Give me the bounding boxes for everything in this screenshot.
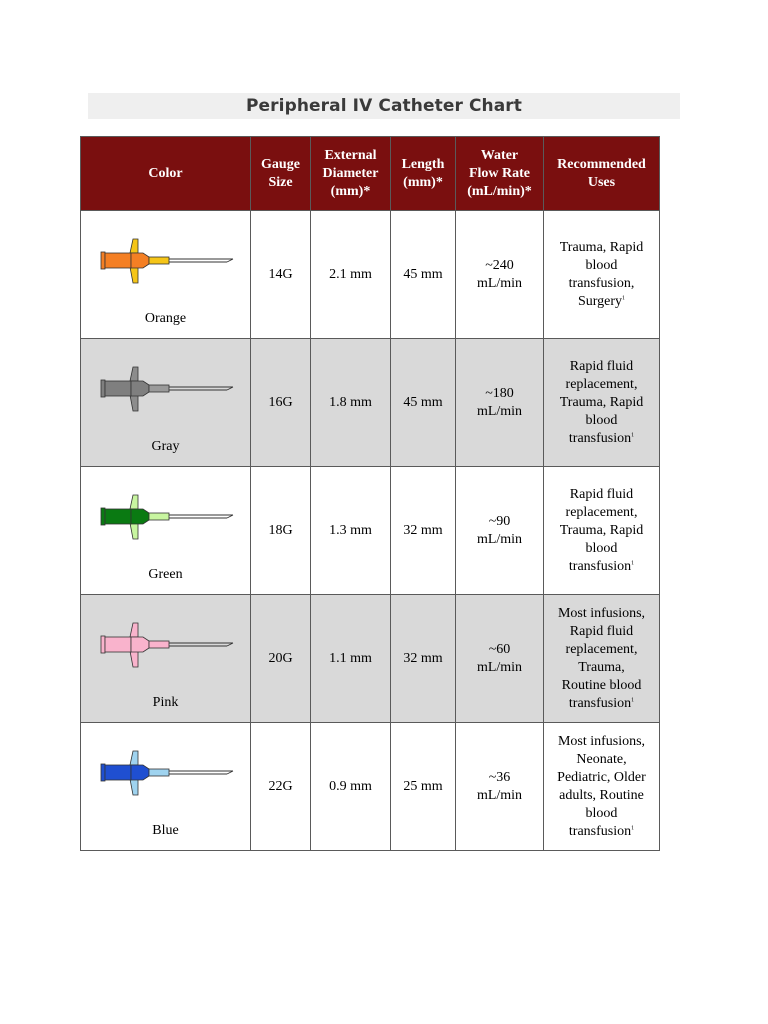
catheter-cap	[101, 380, 105, 397]
header-gauge-line: Gauge	[261, 156, 300, 172]
catheter-needle	[227, 643, 233, 646]
flow-unit: mL/min	[476, 531, 523, 547]
length-cell: 32 mm	[391, 467, 456, 595]
catheter-tip	[149, 769, 169, 776]
catheter-cap	[101, 636, 105, 653]
diameter-cell: 2.1 mm	[311, 211, 391, 339]
catheter-cap	[101, 252, 105, 269]
header-flow	[456, 137, 544, 211]
catheter-table	[80, 136, 660, 851]
table-row	[81, 467, 660, 595]
catheter-tip	[149, 385, 169, 392]
catheter-icon	[99, 237, 235, 289]
catheter-cap	[101, 508, 105, 525]
header-length	[391, 137, 456, 211]
catheter-wing-top	[130, 751, 138, 765]
catheter-wing-top	[130, 239, 138, 253]
footnote-marker: 1	[631, 431, 635, 438]
diameter-cell: 1.1 mm	[311, 595, 391, 723]
catheter-wing-bottom	[130, 651, 138, 667]
catheter-icon	[99, 365, 235, 417]
catheter-hub	[105, 509, 131, 524]
uses-line: Pediatric, Older	[557, 769, 646, 785]
diameter-cell: 0.9 mm	[311, 723, 391, 851]
uses-line: Rapid fluid	[569, 358, 634, 374]
header-row	[81, 137, 660, 211]
catheter-hub	[105, 253, 131, 268]
uses-line: Most infusions,	[557, 733, 646, 749]
uses-line: blood	[585, 412, 618, 428]
catheter-hub	[105, 381, 131, 396]
catheter-tip	[149, 257, 169, 264]
catheter-tip	[149, 641, 169, 648]
footnote-marker: 1	[631, 824, 635, 831]
flow-cell	[456, 211, 544, 339]
flow-unit: mL/min	[476, 659, 523, 675]
length-cell: 45 mm	[391, 211, 456, 339]
header-color: Color	[81, 137, 251, 211]
uses-line: transfusion,	[568, 275, 635, 291]
flow-unit: mL/min	[476, 275, 523, 291]
uses-line: Trauma, Rapid	[559, 239, 644, 255]
footnote-marker: 1	[622, 294, 626, 301]
uses-cell	[544, 339, 660, 467]
header-flow-line: Water	[480, 147, 519, 163]
table-row	[81, 211, 660, 339]
catheter-taper	[131, 637, 149, 652]
page-title: Peripheral IV Catheter Chart	[245, 96, 523, 116]
header-uses	[544, 137, 660, 211]
uses-line: replacement,	[565, 376, 638, 392]
catheter-wing-top	[130, 367, 138, 381]
title-bar	[88, 93, 680, 119]
length-cell: 32 mm	[391, 595, 456, 723]
catheter-hub	[105, 765, 131, 780]
flow-cell	[456, 595, 544, 723]
catheter-taper	[131, 765, 149, 780]
header-length-line: (mm)*	[403, 174, 443, 190]
gauge-cell: 20G	[251, 595, 311, 723]
catheter-taper	[131, 253, 149, 268]
header-diameter	[311, 137, 391, 211]
color-name: Green	[148, 567, 183, 582]
color-name: Orange	[144, 311, 187, 326]
footnote-marker: 1	[631, 559, 635, 566]
table-header	[81, 137, 660, 211]
diameter-cell: 1.8 mm	[311, 339, 391, 467]
uses-line: blood	[585, 257, 618, 273]
catheter-needle	[227, 387, 233, 390]
footnote-marker: 1	[631, 696, 635, 703]
header-flow-line: Flow Rate	[468, 165, 531, 181]
flow-value: ~60	[488, 641, 511, 657]
header-diameter-line: (mm)*	[330, 183, 371, 199]
color-cell	[81, 211, 251, 339]
catheter-needle	[227, 259, 233, 262]
uses-line: Neonate,	[576, 751, 627, 767]
catheter-wing-bottom	[130, 267, 138, 283]
length-cell: 45 mm	[391, 339, 456, 467]
table-row	[81, 723, 660, 851]
flow-value: ~180	[485, 385, 514, 401]
catheter-needle	[227, 771, 233, 774]
color-name: Blue	[152, 823, 179, 838]
flow-value: ~36	[488, 769, 511, 785]
catheter-taper	[131, 381, 149, 396]
uses-line: transfusion	[568, 430, 632, 446]
length-cell: 25 mm	[391, 723, 456, 851]
uses-cell	[544, 595, 660, 723]
flow-value: ~240	[485, 257, 514, 273]
color-cell	[81, 595, 251, 723]
catheter-wing-bottom	[130, 779, 138, 795]
gauge-cell: 18G	[251, 467, 311, 595]
color-cell	[81, 723, 251, 851]
table-row	[81, 339, 660, 467]
uses-line: transfusion	[568, 558, 632, 574]
flow-value: ~90	[488, 513, 511, 529]
catheter-needle	[227, 515, 233, 518]
header-uses-line: Recommended	[557, 156, 646, 172]
gauge-cell: 16G	[251, 339, 311, 467]
uses-line: replacement,	[565, 504, 638, 520]
uses-line: Trauma, Rapid	[559, 394, 644, 410]
catheter-wing-top	[130, 495, 138, 509]
header-gauge-line: Size	[268, 174, 293, 190]
flow-cell	[456, 467, 544, 595]
uses-line: transfusion	[568, 823, 632, 839]
flow-unit: mL/min	[476, 787, 523, 803]
uses-cell	[544, 723, 660, 851]
catheter-wing-top	[130, 623, 138, 637]
uses-line: Rapid fluid	[569, 486, 634, 502]
header-flow-line: (mL/min)*	[467, 183, 532, 199]
color-cell	[81, 339, 251, 467]
uses-line: Most infusions,	[557, 605, 646, 621]
uses-cell	[544, 467, 660, 595]
catheter-icon	[99, 749, 235, 801]
catheter-cap	[101, 764, 105, 781]
catheter-icon	[99, 621, 235, 673]
uses-line: blood	[585, 540, 618, 556]
color-name: Gray	[151, 439, 180, 454]
header-uses-line: Uses	[587, 174, 616, 190]
gauge-cell: 22G	[251, 723, 311, 851]
catheter-taper	[131, 509, 149, 524]
flow-cell	[456, 723, 544, 851]
uses-cell	[544, 211, 660, 339]
flow-unit: mL/min	[476, 403, 523, 419]
catheter-wing-bottom	[130, 395, 138, 411]
catheter-tip	[149, 513, 169, 520]
uses-line: transfusion	[568, 695, 632, 711]
catheter-wing-bottom	[130, 523, 138, 539]
uses-line: replacement,	[565, 641, 638, 657]
catheter-icon	[99, 493, 235, 545]
header-diameter-line: Diameter	[322, 165, 379, 181]
uses-line: adults, Routine	[559, 787, 644, 803]
gauge-cell: 14G	[251, 211, 311, 339]
color-name: Pink	[152, 695, 179, 710]
color-cell	[81, 467, 251, 595]
uses-line: Rapid fluid	[569, 623, 634, 639]
uses-line: Routine blood	[561, 677, 642, 693]
table-body	[81, 211, 660, 851]
uses-line: Trauma,	[578, 659, 625, 675]
diameter-cell: 1.3 mm	[311, 467, 391, 595]
uses-line: Trauma, Rapid	[559, 522, 644, 538]
header-gauge	[251, 137, 311, 211]
uses-line: Surgery	[577, 293, 623, 309]
table-row	[81, 595, 660, 723]
flow-cell	[456, 339, 544, 467]
uses-line: blood	[585, 805, 618, 821]
catheter-hub	[105, 637, 131, 652]
header-diameter-line: External	[324, 147, 377, 163]
header-length-line: Length	[401, 156, 445, 172]
